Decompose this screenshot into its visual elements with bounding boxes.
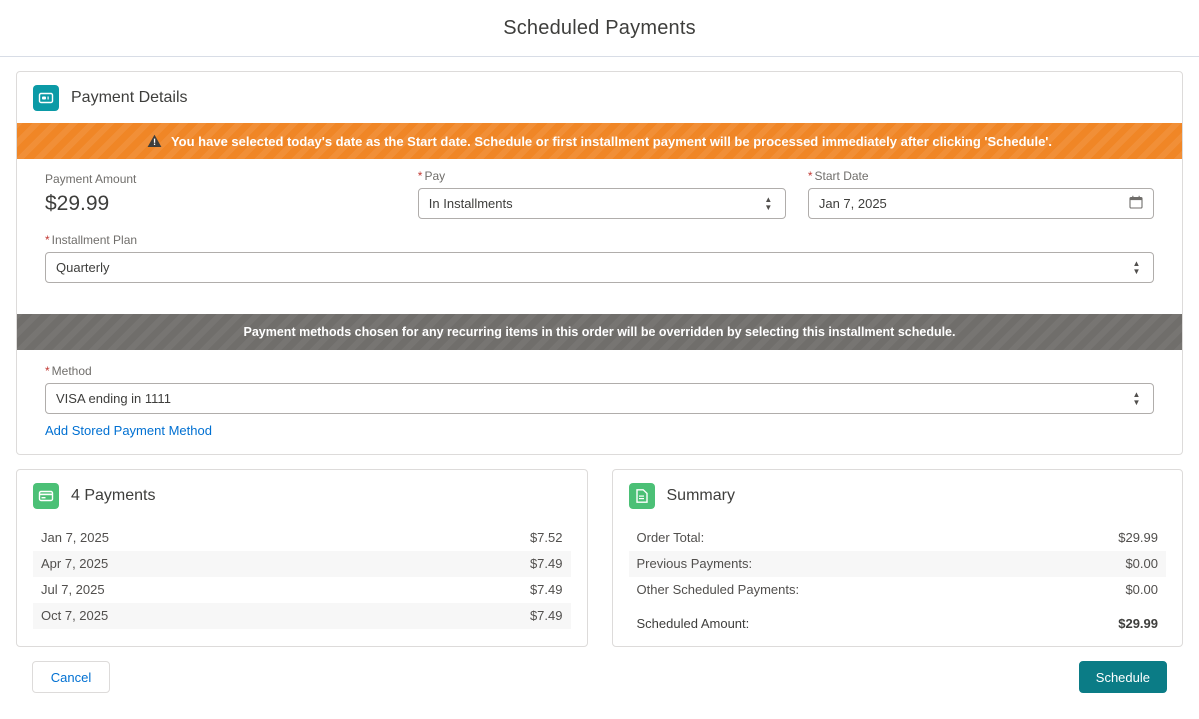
list-item	[33, 603, 571, 629]
payment-details-header	[17, 72, 1182, 123]
scheduled-amount-label: Scheduled Amount:	[636, 616, 750, 631]
installment-plan-select-arrows-icon[interactable]: ▲ ▼	[1132, 258, 1141, 276]
payment-amount-value: $29.99	[45, 192, 110, 215]
payment-date: Oct 7, 2025	[41, 608, 109, 623]
warning-triangle-icon	[147, 134, 162, 148]
method-label-text: Method	[51, 364, 92, 378]
table-row	[629, 551, 1167, 577]
scheduled-amount-value: $29.99	[1118, 616, 1158, 631]
today-date-warning-banner	[17, 123, 1182, 159]
payment-card-icon	[33, 85, 59, 111]
installment-plan-label	[45, 233, 1154, 247]
calendar-icon[interactable]	[1129, 195, 1143, 212]
start-date-label	[808, 169, 1154, 183]
start-date-value: Jan 7, 2025	[818, 196, 887, 211]
summary-card	[612, 469, 1184, 647]
summary-label: Previous Payments:	[636, 556, 753, 571]
payment-details-title: Payment Details	[71, 89, 188, 106]
cancel-button[interactable]: Cancel	[32, 661, 110, 693]
installment-plan-select[interactable]	[45, 252, 1154, 283]
payment-details-card	[16, 71, 1183, 455]
payment-date: Apr 7, 2025	[41, 556, 109, 571]
page-header	[0, 0, 1199, 57]
payment-amount: $7.49	[529, 582, 563, 597]
payment-amount-label: Payment Amount	[45, 172, 137, 186]
payment-date: Jul 7, 2025	[41, 582, 105, 597]
override-notice-text: Payment methods chosen for any recurring items in this order will be overridden by selecting this installment schedule.	[243, 325, 956, 339]
method-required-marker: *	[45, 364, 50, 378]
payment-amount-field	[45, 169, 418, 219]
installment-plan-selected-value: Quarterly	[56, 260, 110, 275]
method-field	[45, 364, 1154, 414]
payment-details-form	[17, 159, 1182, 299]
payments-card-header	[17, 470, 587, 521]
method-label	[45, 364, 1154, 378]
schedule-button[interactable]: Schedule	[1079, 661, 1167, 693]
pay-field	[418, 169, 786, 219]
installment-plan-field	[45, 233, 1154, 283]
scheduled-amount-row	[629, 611, 1167, 637]
list-item	[33, 577, 571, 603]
page-title: Scheduled Payments	[503, 16, 696, 39]
payments-list-icon	[33, 483, 59, 509]
list-item	[33, 551, 571, 577]
method-select[interactable]	[45, 383, 1154, 414]
lower-cards	[16, 469, 1183, 647]
payments-list	[17, 521, 587, 629]
override-notice-banner	[17, 314, 1182, 350]
table-row	[629, 577, 1167, 603]
pay-label-text: Pay	[424, 169, 446, 183]
form-row-1	[45, 169, 1154, 219]
table-row	[629, 525, 1167, 551]
add-stored-payment-method-link[interactable]: Add Stored Payment Method	[45, 423, 212, 438]
installment-plan-required-marker: *	[45, 233, 50, 247]
start-date-label-text: Start Date	[814, 169, 869, 183]
summary-label: Order Total:	[636, 530, 705, 545]
start-date-input[interactable]	[808, 188, 1154, 219]
payment-date: Jan 7, 2025	[41, 530, 109, 545]
summary-amount: $0.00	[1125, 556, 1158, 571]
installment-plan-label-text: Installment Plan	[51, 233, 138, 247]
method-select-arrows-icon[interactable]: ▲ ▼	[1132, 389, 1141, 407]
summary-card-header	[613, 470, 1183, 521]
payments-card	[16, 469, 588, 647]
summary-amount: $29.99	[1118, 530, 1158, 545]
summary-document-icon	[629, 483, 655, 509]
pay-label	[418, 169, 786, 183]
summary-card-title: Summary	[666, 487, 735, 504]
pay-select[interactable]	[418, 188, 786, 219]
method-selected-value: VISA ending in 1111	[56, 391, 171, 406]
method-section	[17, 350, 1182, 454]
warning-text: You have selected today's date as the Start date. Schedule or first installment payment will be processed immediately after clicking 'Schedule'.	[170, 133, 1053, 149]
list-item	[33, 525, 571, 551]
pay-selected-value: In Installments	[428, 196, 513, 211]
payment-amount: $7.52	[529, 530, 563, 545]
start-date-required-marker: *	[807, 169, 813, 183]
summary-rows	[613, 521, 1183, 637]
footer-actions	[16, 647, 1183, 693]
payments-card-title: 4 Payments	[71, 487, 156, 504]
main-content	[0, 57, 1199, 693]
start-date-field	[808, 169, 1154, 219]
summary-amount: $0.00	[1125, 582, 1158, 597]
payment-amount: $7.49	[529, 608, 563, 623]
pay-select-arrows-icon[interactable]: ▲ ▼	[764, 194, 773, 212]
payment-amount: $7.49	[529, 556, 563, 571]
summary-label: Other Scheduled Payments:	[636, 582, 800, 597]
pay-required-marker: *	[417, 169, 423, 183]
